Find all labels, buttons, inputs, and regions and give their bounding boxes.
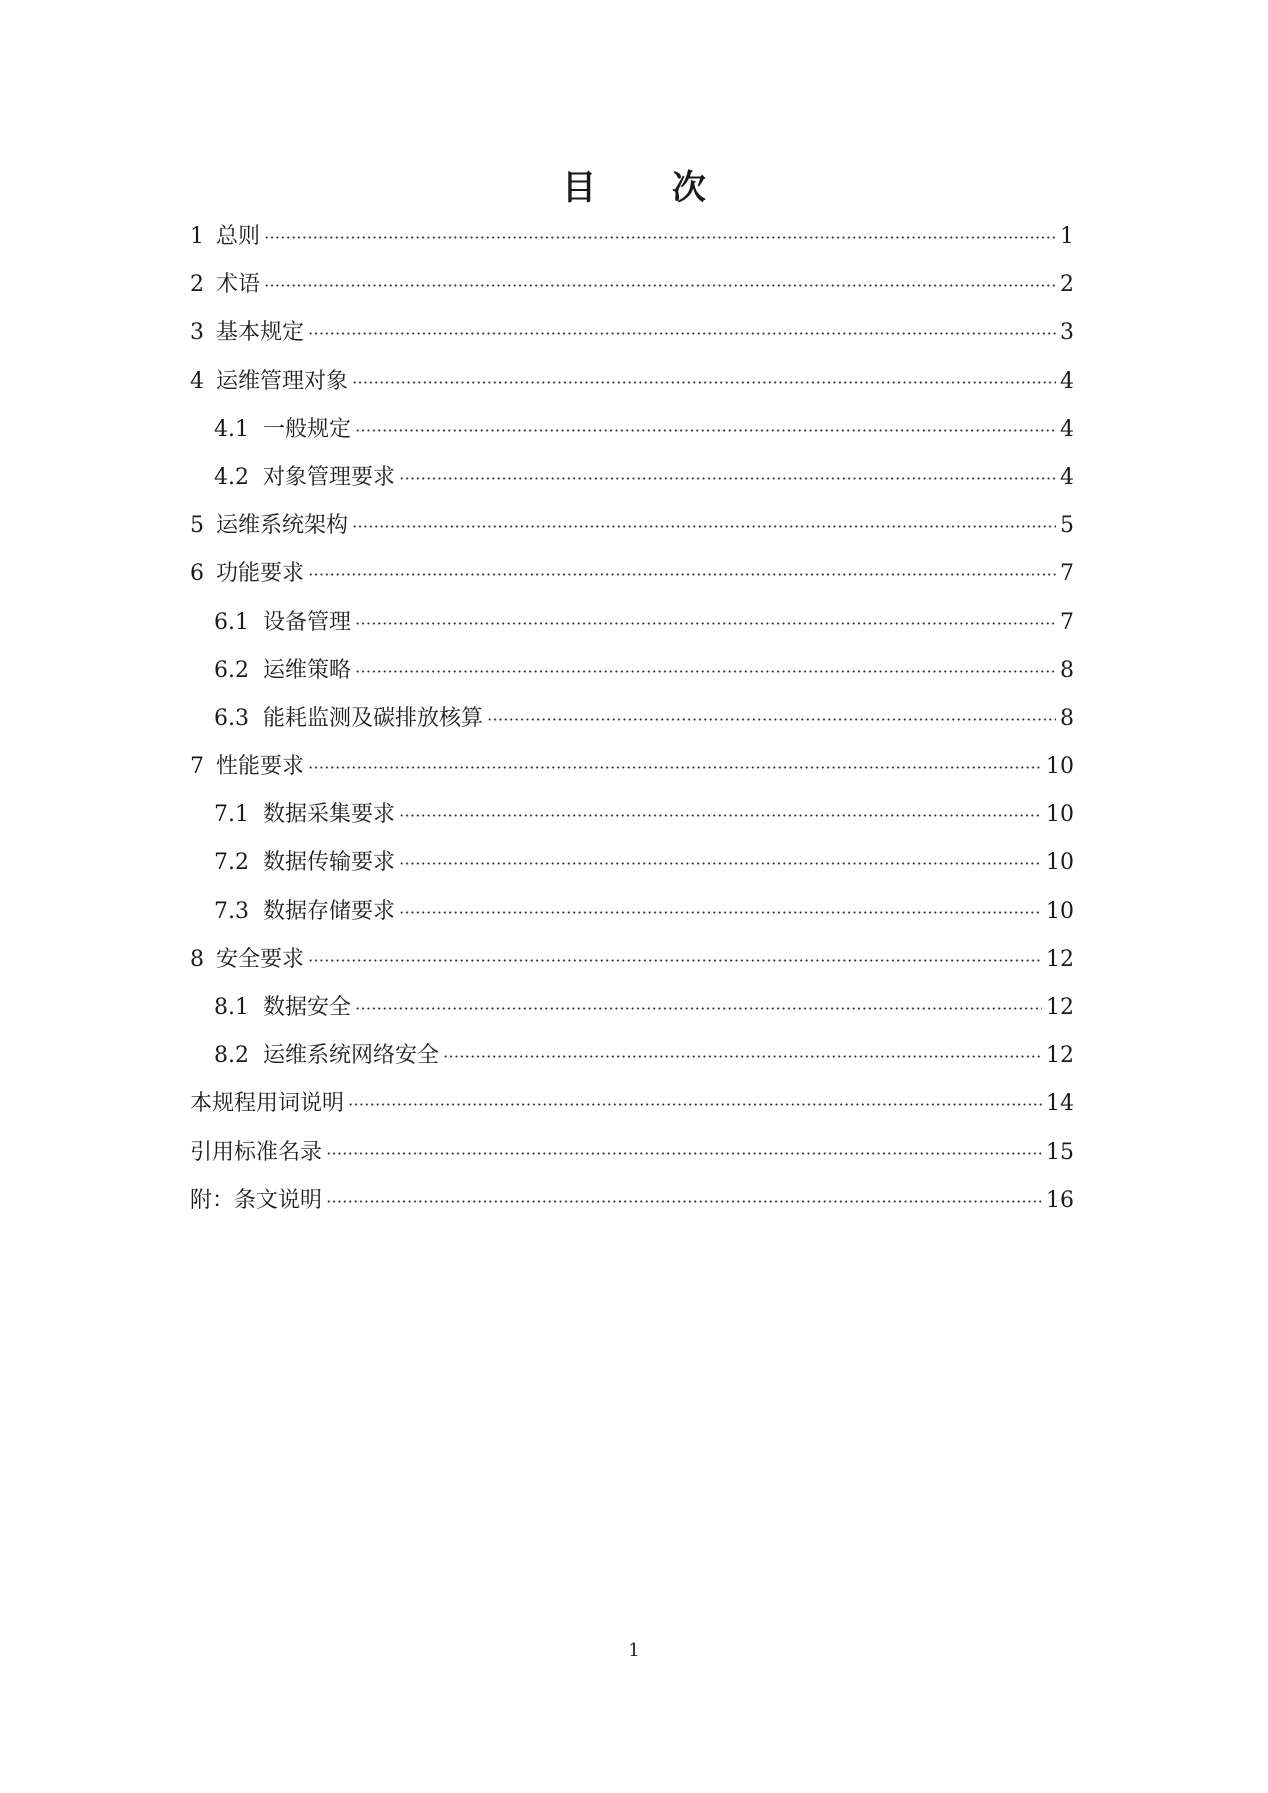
toc-entry-number: 2 bbox=[190, 272, 204, 298]
toc-dot-leader bbox=[348, 1103, 1042, 1106]
toc-entry[interactable] bbox=[190, 318, 1074, 366]
toc-entry-title: 运维策略 bbox=[263, 657, 352, 683]
toc-entry-title: 设备管理 bbox=[263, 609, 352, 635]
toc-entry-number: 5 bbox=[190, 513, 204, 539]
toc-entry[interactable] bbox=[190, 993, 1074, 1041]
toc-entry-page: 12 bbox=[1046, 1043, 1074, 1069]
toc-entry-number: 8.1 bbox=[214, 995, 249, 1020]
toc-entry[interactable] bbox=[190, 897, 1074, 945]
toc-entry-number: 1 bbox=[190, 224, 204, 249]
toc-entry[interactable] bbox=[190, 1138, 1074, 1186]
toc-entry-title: 数据传输要求 bbox=[263, 850, 396, 876]
toc-entry-title: 安全要求 bbox=[216, 946, 305, 972]
toc-dot-leader bbox=[308, 766, 1042, 769]
toc-entry-title: 对象管理要求 bbox=[263, 464, 396, 490]
toc-entry-number: 6.3 bbox=[214, 705, 249, 731]
toc-entry-page: 4 bbox=[1060, 416, 1074, 442]
toc-entry-title: 运维管理对象 bbox=[216, 368, 349, 394]
toc-entry-title: 运维系统架构 bbox=[216, 513, 349, 539]
toc-entry[interactable] bbox=[190, 752, 1074, 800]
toc-entry-page: 3 bbox=[1060, 320, 1074, 346]
toc-entry[interactable] bbox=[190, 463, 1074, 511]
toc-dot-leader bbox=[308, 573, 1056, 576]
toc-entry[interactable] bbox=[190, 848, 1074, 896]
toc-dot-leader bbox=[264, 284, 1056, 287]
toc-entry-page: 10 bbox=[1046, 754, 1074, 780]
toc-entry[interactable] bbox=[190, 222, 1074, 270]
toc-entry[interactable] bbox=[190, 1089, 1074, 1137]
toc-title: 目 次 bbox=[562, 168, 738, 208]
toc-entry[interactable] bbox=[190, 559, 1074, 607]
toc-entry-page: 8 bbox=[1060, 705, 1074, 731]
toc-entry-page: 8 bbox=[1060, 657, 1074, 683]
toc-entry-page: 4 bbox=[1060, 464, 1074, 490]
toc-entry[interactable] bbox=[190, 1186, 1074, 1234]
toc-entry-page: 2 bbox=[1060, 272, 1074, 298]
toc-entry-number: 4.2 bbox=[214, 464, 249, 490]
toc-list bbox=[190, 222, 1074, 1234]
toc-entry-page: 12 bbox=[1046, 946, 1074, 972]
toc-entry-number: 4 bbox=[190, 368, 204, 394]
toc-entry-title: 运维系统网络安全 bbox=[263, 1043, 440, 1069]
toc-entry-number: 6 bbox=[190, 561, 204, 587]
toc-entry-title: 数据安全 bbox=[263, 995, 352, 1020]
toc-entry-title: 本规程用词说明 bbox=[190, 1091, 345, 1117]
toc-entry[interactable] bbox=[190, 800, 1074, 848]
toc-entry-page: 14 bbox=[1046, 1091, 1074, 1117]
toc-entry-title: 功能要求 bbox=[216, 561, 305, 587]
toc-entry-title: 术语 bbox=[216, 272, 261, 298]
toc-entry[interactable] bbox=[190, 415, 1074, 463]
toc-entry-number: 8 bbox=[190, 946, 204, 972]
toc-entry-number: 6.1 bbox=[214, 609, 249, 635]
toc-dot-leader bbox=[352, 381, 1056, 384]
toc-entry-title: 引用标准名录 bbox=[190, 1139, 323, 1165]
toc-entry[interactable] bbox=[190, 656, 1074, 704]
toc-dot-leader bbox=[399, 477, 1056, 480]
toc-entry[interactable] bbox=[190, 608, 1074, 656]
toc-entry[interactable] bbox=[190, 511, 1074, 559]
toc-dot-leader bbox=[487, 718, 1056, 721]
toc-entry[interactable] bbox=[190, 945, 1074, 993]
toc-entry-number: 8.2 bbox=[214, 1043, 249, 1069]
toc-entry-number: 7 bbox=[190, 754, 204, 780]
toc-dot-leader bbox=[399, 911, 1042, 914]
toc-entry-page: 10 bbox=[1046, 850, 1074, 876]
toc-entry-page: 10 bbox=[1046, 802, 1074, 828]
toc-entry-title: 数据采集要求 bbox=[263, 802, 396, 828]
toc-entry-page: 15 bbox=[1046, 1139, 1074, 1165]
toc-entry-page: 4 bbox=[1060, 368, 1074, 394]
toc-entry-page: 7 bbox=[1060, 561, 1074, 587]
toc-dot-leader bbox=[399, 862, 1042, 865]
toc-entry-title: 数据存储要求 bbox=[263, 898, 396, 924]
toc-entry-number: 4.1 bbox=[214, 416, 249, 442]
toc-entry-title: 一般规定 bbox=[263, 416, 352, 442]
page-number: 1 bbox=[628, 1640, 640, 1661]
toc-entry[interactable] bbox=[190, 367, 1074, 415]
toc-entry[interactable] bbox=[190, 270, 1074, 318]
toc-entry-number: 7.1 bbox=[214, 802, 249, 828]
toc-entry-page: 16 bbox=[1046, 1187, 1074, 1213]
toc-dot-leader bbox=[308, 959, 1042, 962]
toc-entry-page: 1 bbox=[1060, 224, 1074, 249]
toc-entry-title: 附：条文说明 bbox=[190, 1187, 323, 1213]
toc-entry-number: 6.2 bbox=[214, 657, 249, 683]
toc-dot-leader bbox=[308, 332, 1056, 335]
toc-entry-number: 7.3 bbox=[214, 898, 249, 924]
toc-dot-leader bbox=[399, 814, 1042, 817]
toc-dot-leader bbox=[355, 1007, 1042, 1010]
toc-entry-title: 能耗监测及碳排放核算 bbox=[263, 705, 484, 731]
toc-entry-page: 10 bbox=[1046, 898, 1074, 924]
toc-entry-title: 性能要求 bbox=[216, 754, 305, 780]
toc-dot-leader bbox=[355, 622, 1056, 625]
toc-entry-number: 3 bbox=[190, 320, 204, 346]
toc-entry[interactable] bbox=[190, 1041, 1074, 1089]
toc-dot-leader bbox=[355, 429, 1056, 432]
toc-entry[interactable] bbox=[190, 704, 1074, 752]
toc-dot-leader bbox=[326, 1200, 1042, 1203]
toc-entry-number: 7.2 bbox=[214, 850, 249, 876]
toc-entry-page: 12 bbox=[1046, 995, 1074, 1020]
toc-entry-page: 7 bbox=[1060, 609, 1074, 635]
toc-dot-leader bbox=[264, 236, 1056, 239]
toc-entry-page: 5 bbox=[1060, 513, 1074, 539]
toc-dot-leader bbox=[355, 670, 1056, 673]
toc-dot-leader bbox=[443, 1055, 1042, 1058]
toc-entry-title: 基本规定 bbox=[216, 320, 305, 346]
toc-entry-title: 总则 bbox=[216, 224, 261, 249]
toc-dot-leader bbox=[326, 1152, 1042, 1155]
toc-dot-leader bbox=[352, 525, 1056, 528]
